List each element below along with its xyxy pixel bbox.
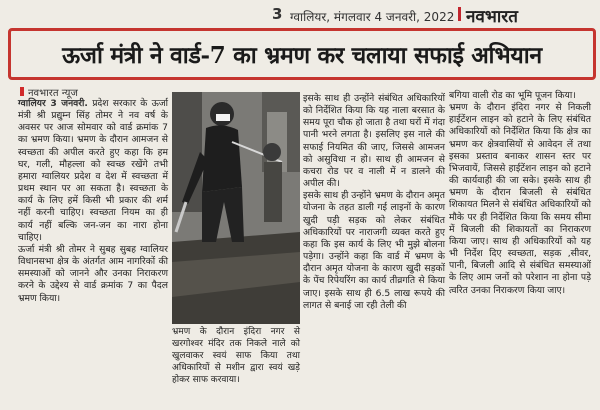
column4-text2: भ्रमण के दौरान इंदिरा नगर से निकली हाईटेंशन लाइन को हटाने के लिए संबंधित अधिकारियों को निर्देशित किया कि क्षेत्र का भ्रमण कर क्षेत्रवासियों से आवेदन लें तथा इसका प्रस्ताव बनाकर शासन स्तर पर भिजवायें, जिससे हाईटेंशन लाइन को हटाने की कार्यवाही की जा सके। इसके साथ ही भ्रमण के दौरान बिजली से संबंधित शिकायत मिलने से संबंधित अधिकारियों को मौके पर ही निर्देशित किया कि समय सीमा में बिजली की शिकायतों का निराकरण किया जाए। साथ ही अधिकारियों को यह भी निर्देश दिए स्वच्छता, सड़क ,सीवर, पानी, बिजली आदि से संबंधित समस्याओं के लिए आम जनों को परेशान ना होना पड़े त्वरित उनका निराकरण किया जाए। xyxy=(449,102,591,296)
column3-text: इसके साथ ही उन्होंने संबंधित अधिकारियों को निर्देशित किया कि यह नाला बरसात के समय पूरा चौक हो जाता है तथा घरों में गंदा पानी भरने लगता है। इसलिए इस नाले की सफाई नियमित की जाए, जिससे आमजन को असुविधा न हो। साथ ही आमजन से कचरा रोड पर व नाली में न डालने की अपील की। xyxy=(303,93,445,190)
headline: ऊर्जा मंत्री ने वार्ड-7 का भ्रमण कर चलाया सफाई अभियान xyxy=(62,42,542,69)
article-column-4 xyxy=(449,90,591,297)
dateline: ग्वालियर 3 जनवरी. xyxy=(18,98,88,109)
masthead xyxy=(0,0,600,30)
article-column-3 xyxy=(303,93,445,312)
column1-text: प्रदेश सरकार के ऊर्जा मंत्री श्री प्रद्युम्न सिंह तोमर ने नव वर्ष के अवसर पर आज सोमवार को वार्ड क्रमांक 7 का भ्रमण किया। भ्रमण के दौरान आमजन से स्वच्छता की अपील करते हुए कहा कि हम घर, गली, मौहल्ला को स्वच्छ रखेंगे तभी हमारा ग्वालियर प्रदेश व देश में स्वच्छता में प्रथम स्थान पर आ सकता है। स्वच्छता के कार्य के लिए हमें किसी भी प्रकार की शर्म नहीं करनी चाहिए। स्वच्छता नियम का ही कार्य नहीं बल्कि जन-जन का नारा होना चाहिए। xyxy=(18,98,168,243)
newspaper-brand: नवभारत xyxy=(466,4,518,27)
article-column-1 xyxy=(18,98,168,305)
headline-box xyxy=(8,28,596,80)
column1-text2: ऊर्जा मंत्री श्री तोमर ने सुबह सुबह ग्वालियर विधानसभा क्षेत्र के अंतर्गत आम नागरिकों की समस्याओं को जानने और उनका निराकरण करने के उद्देश्य से वार्ड क्रमांक 7 का पैदल भ्रमण किया। xyxy=(18,243,168,304)
photo-caption: भ्रमण के दौरान इंदिरा नगर से खरगोश्वर मंदिर तक निकले नाले को खुलवाकर स्वयं साफ किया तथा अधिकारियों से मशीन द्वारा स्वयं खड़े होकर साफ करवाया। xyxy=(172,327,300,385)
city-date: ग्वालियर, मंगलवार 4 जनवरी, 2022 xyxy=(290,10,455,24)
news-photo xyxy=(172,92,300,324)
column3-text2: इसके साथ ही उन्होंने भ्रमण के दौरान अमृत योजना के तहत डाली गई लाइनों के कारण खुदी पड़ी सड़क को लेकर संबंधित अधिकारियों पर नाराजगी व्यक्त करते हुए कहा कि इस कार्य के लिए भी मुझे बोलना पड़ेगा। उन्होंने कहा कि वार्ड में भ्रमण के दौरान अमृत योजना के कारण खुदी सड़कों के पेंच रिपेयरिंग का कार्य तीव्रगति से किया जाए। इसके साथ ही 6.5 लाख रूपये की लागत से बनाई जा रही तेली की xyxy=(303,190,445,311)
photo-illustration xyxy=(172,92,300,324)
page-number: 3 xyxy=(272,5,283,23)
byline: नवभारत न्यूज xyxy=(28,85,78,99)
column4-text: बगिया वाली रोड का भूमि पूजन किया। xyxy=(449,90,576,101)
